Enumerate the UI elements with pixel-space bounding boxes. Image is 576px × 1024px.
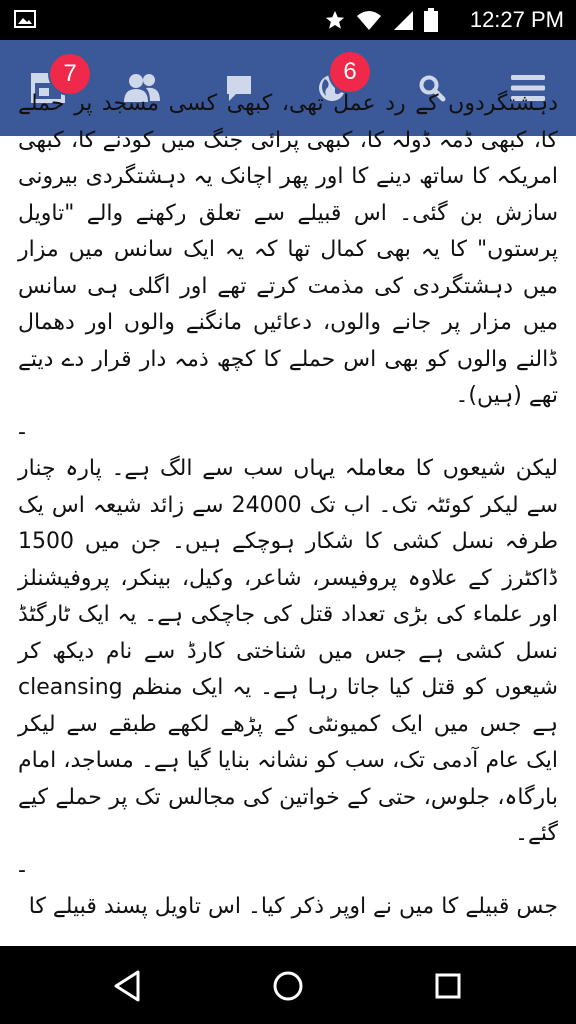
status-time: 12:27 PM bbox=[469, 7, 564, 32]
article-paragraph: لیکن شیعوں کا معاملہ یہاں سب سے الگ ہے۔ پارہ چنار سے لیکر کوئٹہ تک۔ اب تک 24000 سے زائد شیعہ اس یک طرفہ نسل کشی کا شکار ہوچکے ہیں۔ جن میں 1500 ڈاکٹرز کے علاوہ پروفیسر، شاعر، وکیل، بینکر، پروفیشنلز اور علماء کی بڑی تعداد قتل کی جاچکی ہے۔ یہ ایک ٹارگٹڈ نسل کشی ہے جس میں شناختی کارڈ سے نام دیکھ کر شیعوں کو قتل کیا جاتا رہا ہے۔ یہ ایک منظم cleansing ہے جس میں ایک کمیونٹی کے پڑھے لکھے طبقے سے لیکر ایک عام آدمی تک، سب کو نشانہ بنایا گیا ہے۔ مساجد، امام بارگاہ، جلوس، حتی کے خواتین کی مجالس تک پر حملے کیے گئے۔ bbox=[18, 456, 559, 846]
back-icon[interactable] bbox=[108, 966, 148, 1006]
paragraph-separator: - bbox=[18, 857, 26, 883]
article-paragraph: جس قبیلے کا میں نے اوپر ذکر کیا۔ اس تاویل پسند قبیلے کا bbox=[28, 894, 558, 919]
home-icon[interactable] bbox=[268, 966, 308, 1006]
status-bar bbox=[0, 0, 576, 40]
wifi-icon bbox=[356, 9, 382, 31]
paragraph-separator: - bbox=[18, 419, 26, 445]
star-icon bbox=[324, 9, 346, 31]
notifications-badge: 6 bbox=[330, 52, 370, 92]
article-paragraph: دہشتگردوں کے رد عمل تھی، کبھی کسی مسجد پر حملے کا، کبھی ڈمہ ڈولہ کا، کبھی پرائی جنگ میں کودنے کا، کبھی امریکہ کا ساتھ دینے کا اور پھر اچانک یہ دہشتگردی بیرونی سازش بن گئی۔ اس قبیلے سے تعلق رکھنے والے "تاویل پرستوں" کا یہ بھی کمال تھا کہ یہ ایک سانس میں مزار میں دہشتگردی کی مذمت کرتے تھے اور اگلی ہی سانس میں مزار پر جانے والوں، دعائیں مانگنے والوں اور دھمال ڈالنے والوں کو بھی اس حملے کا کچھ ذمہ دار قرار دے دیتے تھے (ہیں)۔ bbox=[18, 91, 558, 408]
post-content bbox=[0, 91, 576, 946]
battery-icon bbox=[424, 8, 438, 32]
recents-icon[interactable] bbox=[428, 966, 468, 1006]
status-icons bbox=[324, 9, 438, 31]
gallery-icon bbox=[14, 10, 36, 28]
news-feed-badge: 7 bbox=[50, 54, 90, 94]
article-text bbox=[18, 86, 558, 926]
system-nav-bar bbox=[0, 946, 576, 1024]
signal-icon bbox=[392, 9, 414, 31]
